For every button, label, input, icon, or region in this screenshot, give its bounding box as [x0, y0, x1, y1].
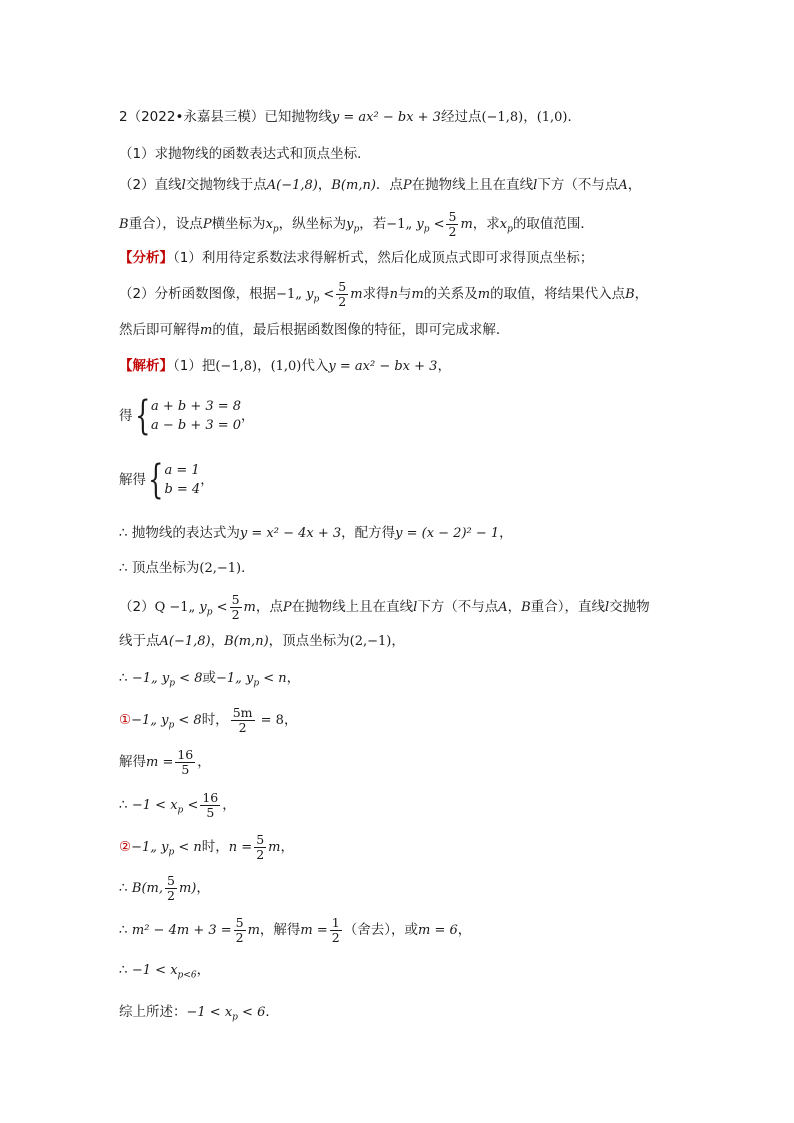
case2-marker: ②	[119, 839, 132, 855]
point-b-line: ∴ B(m, $\frac{5}{2}$ m)，	[119, 872, 210, 903]
solve-m-line: ∴ m² − 4m + 3 = $\frac{5}{2}$ m，解得m = $\frac{1}{2}$ （舍去），或m = 6，	[119, 914, 472, 945]
solution-cases-line: ∴ −1„ $y_p < 8$或−1„ $y_p < n$，	[119, 670, 301, 689]
left-brace-icon: {	[134, 393, 150, 439]
solution-vertex-line: ∴ 顶点坐标为(2,−1)．	[119, 560, 255, 576]
case2-range-line: ∴ $-1 < x_{p<6}$，	[119, 962, 211, 981]
case1-range-line: ∴ $-1 < x_p$ < $\frac{16}{5}$ ，	[119, 789, 236, 820]
analysis-tag: 【分析】	[119, 250, 173, 266]
solution-tag: 【解析】	[119, 358, 173, 374]
parabola-equation: y = ax² − bx + 3	[331, 110, 441, 125]
left-brace-icon: {	[148, 457, 164, 503]
case1-solve-line: 解得m = $\frac{16}{5}$ ，	[119, 746, 211, 777]
case1-marker: ①	[119, 712, 132, 728]
analysis-line3: 然后即可解得m的值，最后根据函数图像的特征，即可完成求解．	[119, 322, 510, 338]
question-header: 2（2022•永嘉县三模）已知抛物线y = ax² − bx + 3经过点(−1,8)，(1,0)．	[119, 109, 582, 125]
case1-line: ①−1„ $y_p < 8$时， $\frac{5m}{2}$ = 8，	[119, 704, 298, 735]
case2-line: ②−1„ $y_p < n$时，n = $\frac{5}{2}$ m，	[119, 831, 294, 862]
solution-expression-line: ∴ 抛物线的表达式为y = x² − 4x + 3，配方得y = (x − 2)² − 1，	[119, 525, 513, 541]
solution-line1: 【解析】（1）把(−1,8)，(1,0)代入y = ax² − bx + 3，	[119, 358, 451, 374]
sub-question-2-line2: B重合），设点P横坐标为$x_p$，纵坐标为$y_p$，若−1„ $y_p$ < $\frac{5}{2}$ m，求$x_p$的取值范围．	[119, 208, 594, 239]
analysis-line1: 【分析】（1）利用待定系数法求得解析式，然后化成顶点式即可求得顶点坐标；	[119, 250, 594, 266]
sub-question-2-line1: （2）直线l交抛物线于点A(−1,8)，B(m,n)．点P在抛物线上且在直线l下方（不与点A，	[119, 177, 642, 193]
solution-part2-line1: （2）Q −1„ $y_p$ < $\frac{5}{2}$ m，点P在抛物线上且在直线l下方（不与点A，B重合），直线l交抛物	[119, 591, 650, 622]
equation-system-1: 得 { a + b + 3 = 8 a − b + 3 = 0 ，	[119, 393, 255, 439]
fraction-5-2: $\frac{5}{2}$	[448, 208, 457, 239]
sub-question-1: （1）求抛物线的函数表达式和顶点坐标．	[119, 146, 371, 162]
solution-part2-line2: 线于点A(−1,8)，B(m,n)，顶点坐标为(2,−1)，	[119, 633, 405, 649]
conclusion-line: 综上所述：$-1 < x_p < 6$．	[119, 1004, 279, 1023]
equation-system-2: 解得 { a = 1 b = 4 ，	[119, 457, 214, 503]
analysis-line2: （2）分析函数图像，根据−1„ $y_p$ < $\frac{5}{2}$ m求得n与m的关系及m的取值，将结果代入点B，	[119, 278, 649, 309]
